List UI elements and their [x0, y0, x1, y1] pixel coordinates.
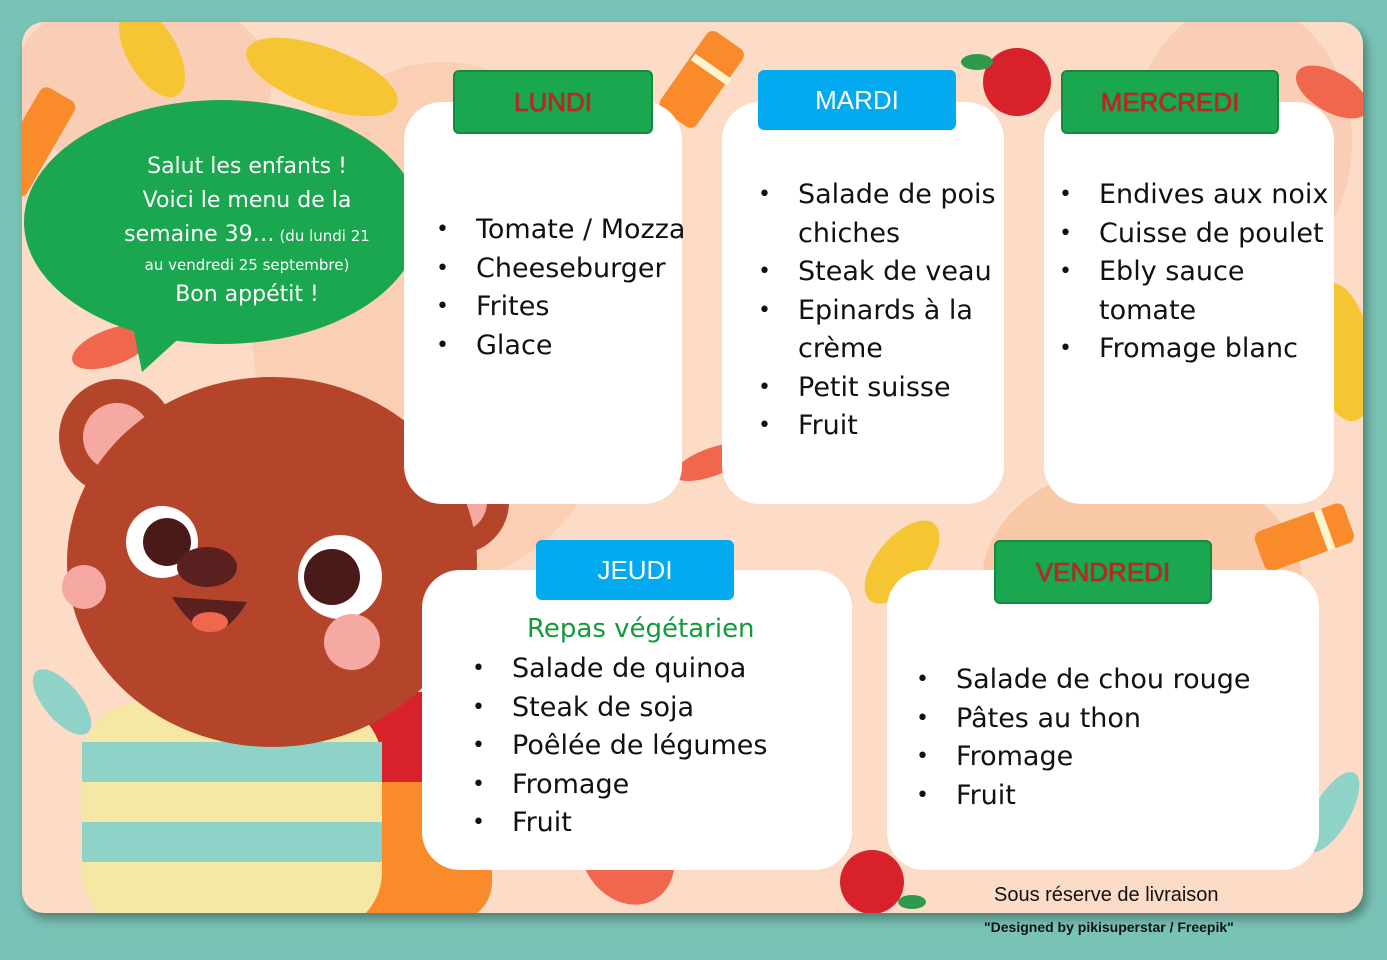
menu-item: • Steak de soja [472, 689, 832, 728]
day-label-lundi: LUNDI [453, 70, 653, 134]
menu-item: • Endives aux noix [1059, 176, 1334, 215]
menu-item: • Poêlée de légumes [472, 727, 832, 766]
delivery-disclaimer: Sous réserve de livraison [994, 884, 1219, 906]
intro-week: semaine 39… [124, 222, 275, 247]
menu-item: • Steak de veau [758, 253, 998, 292]
menu-item: • Cheeseburger [436, 250, 686, 289]
menu-list-mercredi [1059, 176, 1334, 369]
intro-line: Salut les enfants ! [147, 154, 347, 179]
menu-item: • Salade de quinoa [472, 650, 832, 689]
menu-item: • Cuisse de poulet [1059, 215, 1334, 254]
menu-item: • Salade de pois chiches [758, 176, 998, 253]
intro-dates: (du lundi 21 [274, 227, 370, 245]
menu-item: • Frites [436, 288, 686, 327]
menu-list-jeudi [472, 650, 832, 843]
menu-item: • Ebly sauce tomate [1059, 253, 1334, 330]
menu-list-lundi [436, 211, 686, 365]
menu-item: • Glace [436, 327, 686, 366]
menu-item: • Epinards à la crème [758, 292, 998, 369]
day-label-vendredi: VENDREDI [994, 540, 1212, 604]
image-credit: "Designed by pikisuperstar / Freepik" [984, 919, 1234, 935]
menu-board [22, 22, 1363, 913]
menu-item: • Petit suisse [758, 369, 998, 408]
menu-item: • Pâtes au thon [916, 700, 1306, 739]
vegetarian-note: Repas végétarien [527, 614, 755, 644]
menu-list-mardi [758, 176, 998, 446]
menu-item: • Fruit [758, 407, 998, 446]
menu-item: • Fromage [916, 738, 1306, 777]
menu-item: • Tomate / Mozza [436, 211, 686, 250]
menu-item: • Fruit [916, 777, 1306, 816]
menu-item: • Fruit [472, 804, 832, 843]
menu-item: • Fromage [472, 766, 832, 805]
menu-item: • Fromage blanc [1059, 330, 1334, 369]
day-label-mardi: MARDI [758, 70, 956, 130]
day-label-mercredi: MERCREDI [1061, 70, 1279, 134]
intro-dates: au vendredi 25 septembre) [144, 256, 350, 274]
menu-list-vendredi [916, 661, 1306, 815]
intro-line: Bon appétit ! [175, 282, 319, 307]
intro-line: Voici le menu de la [142, 188, 352, 213]
menu-item: • Salade de chou rouge [916, 661, 1306, 700]
day-label-jeudi: JEUDI [536, 540, 734, 600]
